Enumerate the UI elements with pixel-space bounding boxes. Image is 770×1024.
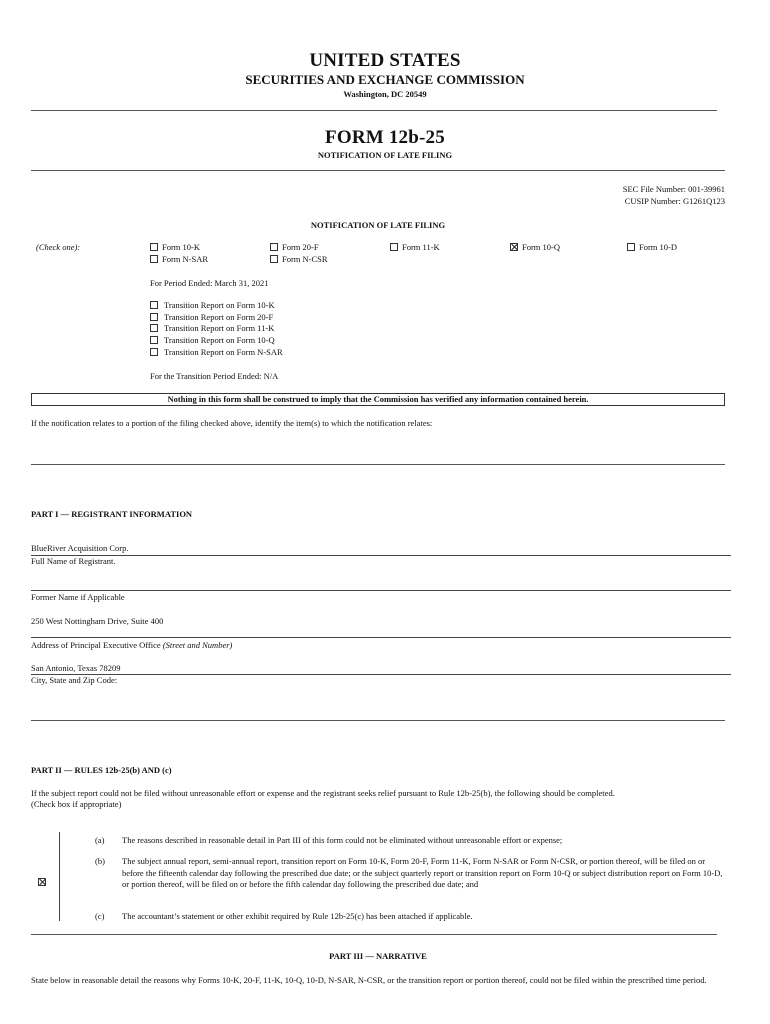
address-line (31, 637, 731, 638)
transition-11k[interactable]: Transition Report on Form 11-K (150, 323, 274, 335)
option-form-10k[interactable]: Form 10-K (150, 242, 200, 254)
item-b-text: The subject annual report, semi-annual report, transition report on Form 10-K, Form 20-F, Form 11-K, Form N-SAR or Form N-CSR, or portion thereof, will be filed on or before the fifteenth calendar day following the prescribed due date; or the subject quarterly report or transition report on Form 10-Q or subject distribution report on Form 10-D, or portion thereof, will be filed on or before the fifth calendar day following the prescribed due date; and (122, 856, 723, 889)
option-form-nsar[interactable]: Form N-SAR (150, 254, 208, 266)
former-name-line[interactable] (31, 590, 731, 591)
form-title: FORM 12b-25 (325, 127, 445, 148)
form-subtitle: NOTIFICATION OF LATE FILING (317, 150, 453, 160)
checkbox-icon[interactable] (150, 336, 158, 344)
registrant-name[interactable]: BlueRiver Acquisition Corp. (31, 543, 129, 553)
option-form-10q[interactable]: Form 10-Q (510, 242, 560, 254)
transition-20f[interactable]: Transition Report on Form 20-F (150, 312, 273, 324)
part2-intro-check: (Check box if appropriate) (31, 799, 122, 809)
item-c-letter: (c) (95, 911, 105, 921)
checkbox-icon[interactable] (150, 348, 158, 356)
option-form-11k[interactable]: Form 11-K (390, 242, 440, 254)
option-form-20f[interactable]: Form 20-F (270, 242, 319, 254)
part1-divider (31, 720, 725, 721)
city-value[interactable]: San Antonio, Texas 78209 (31, 663, 121, 673)
checkbox-icon[interactable] (627, 243, 635, 251)
city-label: City, State and Zip Code: (31, 675, 118, 685)
checkbox-icon[interactable] (150, 255, 158, 263)
country-heading: UNITED STATES (309, 50, 461, 71)
portion-text: If the notification relates to a portion of the filing checked above, identify the item(s) to which the notification relates: (31, 418, 433, 428)
address-label: Address of Principal Executive Office (Street and Number) (31, 640, 233, 650)
transition-nsar[interactable]: Transition Report on Form N-SAR (150, 347, 283, 359)
checkbox-icon[interactable] (150, 324, 158, 332)
registrant-name-label: Full Name of Registrant. (31, 556, 116, 566)
portion-answer-line[interactable] (31, 464, 725, 465)
agency-location: Washington, DC 20549 (343, 89, 427, 99)
check-one-label: (Check one): (36, 242, 81, 252)
notification-heading: NOTIFICATION OF LATE FILING (310, 220, 446, 230)
address-value[interactable]: 250 West Nottingham Drive, Suite 400 (31, 616, 164, 626)
checkbox-icon[interactable] (150, 243, 158, 251)
checkbox-icon[interactable] (270, 255, 278, 263)
part2-heading: PART II — RULES 12b-25(b) AND (c) (31, 765, 172, 775)
checkbox-icon[interactable] (150, 301, 158, 309)
part3-heading: PART III — NARRATIVE (329, 951, 427, 961)
item-a-text: The reasons described in reasonable detail in Part III of this form could not be eliminated without unreasonable effort or expense; (122, 835, 563, 845)
part2-intro: If the subject report could not be filed without unreasonable effort or expense and the registrant seeks relief pursuant to Rule 12b-25(b), the following should be completed. (31, 788, 615, 798)
cusip-number: CUSIP Number: G1261Q123 (624, 196, 725, 206)
item-a-letter: (a) (95, 835, 105, 845)
part1-heading: PART I — REGISTRANT INFORMATION (31, 509, 193, 519)
city-line (31, 674, 731, 675)
option-form-ncsr[interactable]: Form N-CSR (270, 254, 328, 266)
title-divider (31, 170, 725, 171)
item-c-text: The accountant’s statement or other exhibit required by Rule 12b-25(c) has been attached if applicable. (122, 911, 473, 921)
option-form-10d[interactable]: Form 10-D (627, 242, 677, 254)
sec-file-number: SEC File Number: 001-39961 (622, 184, 725, 194)
commission-notice: Nothing in this form shall be construed to imply that the Commission has verified any information contained herein. (31, 393, 725, 406)
checked-checkbox-icon[interactable] (38, 878, 46, 886)
registrant-name-line (31, 555, 731, 556)
part2-checkbox[interactable] (38, 872, 50, 890)
part2-bracket (59, 832, 60, 921)
period-ended: For Period Ended: March 31, 2021 (150, 278, 269, 288)
transition-10k[interactable]: Transition Report on Form 10-K (150, 300, 275, 312)
checkbox-icon[interactable] (270, 243, 278, 251)
checked-checkbox-icon[interactable] (510, 243, 518, 251)
part2-divider (31, 934, 717, 935)
header-divider (31, 110, 717, 111)
item-b-letter: (b) (95, 856, 105, 866)
part3-text: State below in reasonable detail the reasons why Forms 10-K, 20-F, 11-K, 10-Q, 10-D, N-SAR, N-CSR, or the transition report or portion thereof, could not be filed within the prescribed time period. (31, 975, 707, 985)
agency-heading: SECURITIES AND EXCHANGE COMMISSION (245, 72, 525, 87)
transition-period: For the Transition Period Ended: N/A (150, 371, 279, 381)
former-name-label: Former Name if Applicable (31, 592, 125, 602)
checkbox-icon[interactable] (390, 243, 398, 251)
checkbox-icon[interactable] (150, 313, 158, 321)
transition-10q[interactable]: Transition Report on Form 10-Q (150, 335, 275, 347)
